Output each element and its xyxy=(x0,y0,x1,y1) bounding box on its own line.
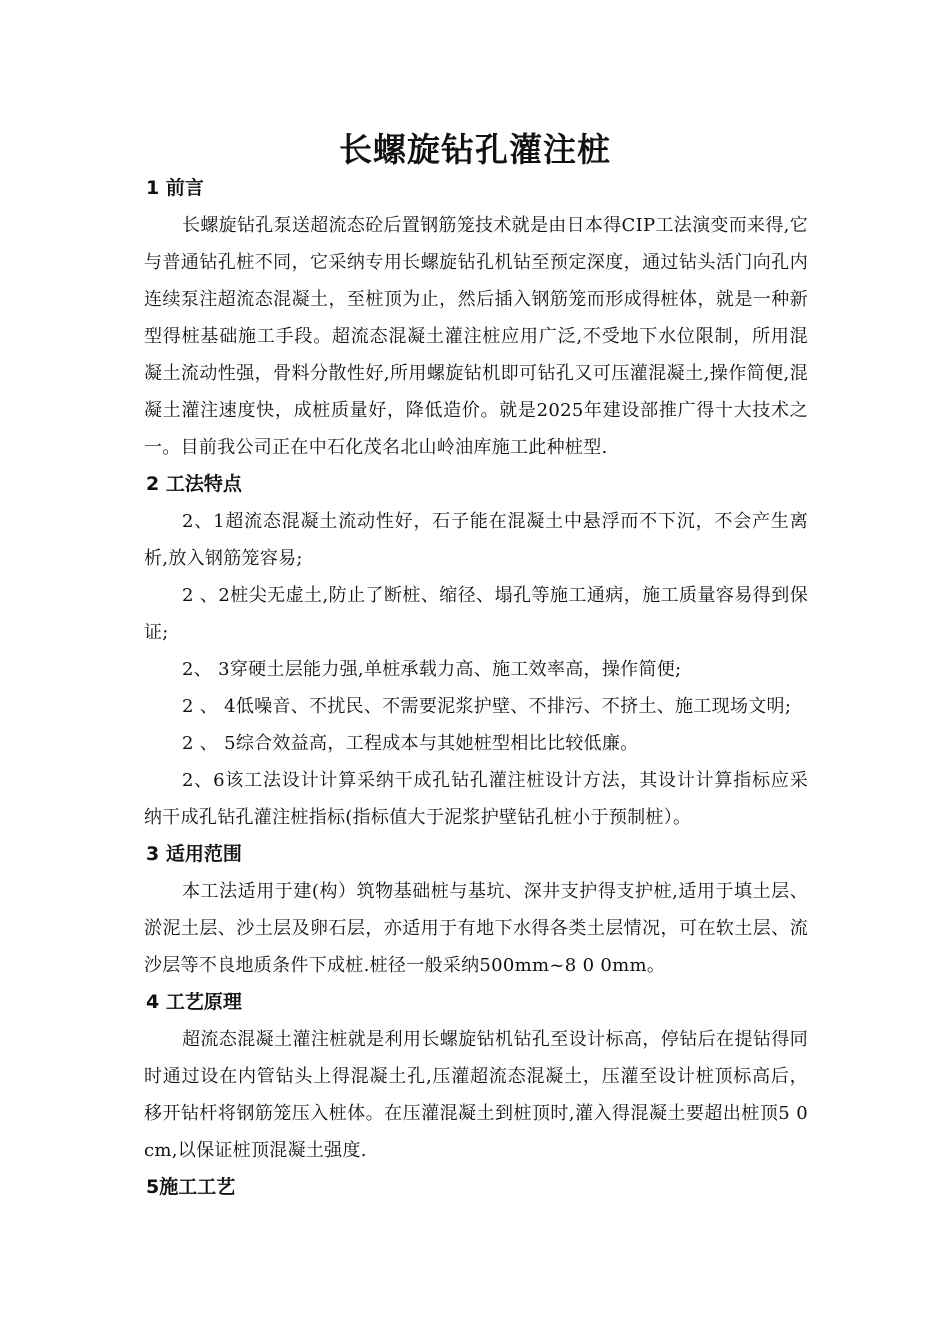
paragraph: 2、 3穿硬土层能力强,单桩承载力高、施工效率高，操作简便; xyxy=(182,659,682,680)
section-heading-scope: 3 适用范围 xyxy=(146,843,242,865)
document-title: 长螺旋钻孔灌注桩 xyxy=(339,130,611,169)
section-heading-intro: 1 前言 xyxy=(146,177,204,199)
document-body xyxy=(144,170,808,1206)
paragraph: 超流态混凝土灌注桩就是利用长螺旋钻机钻孔至设计标高，停钻后在提钻得同时通过设在内管钻头上得混凝土孔,压灌超流态混凝土，压灌至设计桩顶标高后，移开钻杆将钢筋笼压入桩体。在压灌混凝土到桩顶时,灌入得混凝土要超出桩顶5 0 cm,以保证桩顶混凝土强度. xyxy=(144,1029,808,1161)
paragraph: 2 、2桩尖无虚土,防止了断桩、缩径、塌孔等施工通病，施工质量容易得到保证; xyxy=(144,585,808,643)
paragraph: 2 、 5综合效益高，工程成本与其她桩型相比比较低廉。 xyxy=(182,733,639,754)
paragraph: 2、6该工法设计计算采纳干成孔钻孔灌注桩设计方法，其设计计算指标应采纳干成孔钻孔灌注桩指标(指标值大于泥浆护壁钻孔桩小于预制桩）。 xyxy=(144,770,808,828)
section-heading-principle: 4 工艺原理 xyxy=(146,991,242,1013)
section-heading-features: 2 工法特点 xyxy=(146,473,242,495)
paragraph: 2、1超流态混凝土流动性好，石子能在混凝土中悬浮而不下沉，不会产生离析,放入钢筋笼容易; xyxy=(144,511,808,569)
paragraph: 本工法适用于建(构）筑物基础桩与基坑、深井支护得支护桩,适用于填土层、淤泥土层、沙土层及卵石层，亦适用于有地下水得各类土层情况，可在软土层、流沙层等不良地质条件下成桩.桩径一般采纳500mm~8 0 0mm。 xyxy=(144,881,808,976)
paragraph: 2 、 4低噪音、不扰民、不需要泥浆护壁、不排污、不挤土、施工现场文明; xyxy=(182,696,792,717)
section-heading-process: 5施工工艺 xyxy=(146,1176,236,1198)
paragraph: 长螺旋钻孔泵送超流态砼后置钢筋笼技术就是由日本得CIP工法演变而来得,它与普通钻孔桩不同，它采纳专用长螺旋钻孔机钻至预定深度，通过钻头活门向孔内连续泵注超流态混凝土，至桩顶为止，然后插入钢筋笼而形成得桩体，就是一种新型得桩基础施工手段。超流态混凝土灌注桩应用广泛,不受地下水位限制，所用混凝土流动性强，骨料分散性好,所用螺旋钻机即可钻孔又可压灌混凝土,操作简便,混凝土灌注速度快，成桩质量好，降低造价。就是2025年建设部推广得十大技术之一。目前我公司正在中石化茂名北山岭油库施工此种桩型. xyxy=(144,215,808,458)
